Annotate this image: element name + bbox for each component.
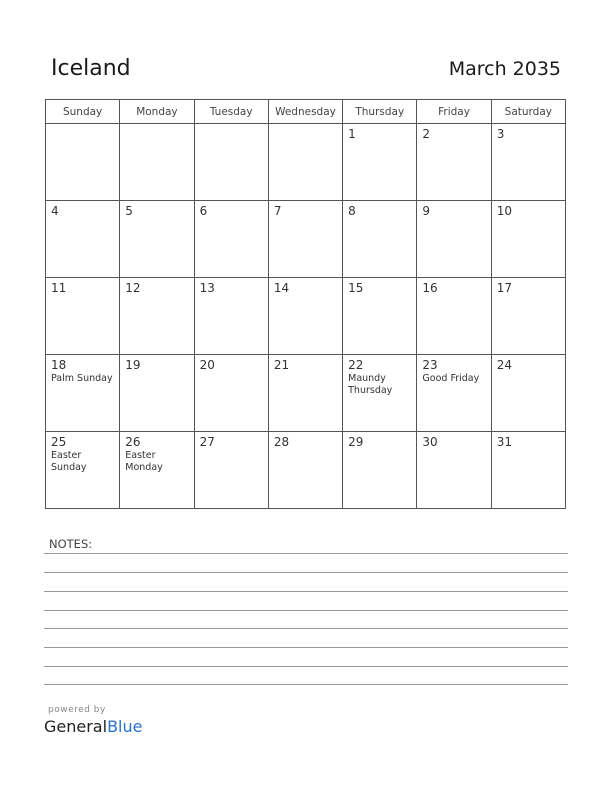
weekday-sunday: Sunday (46, 100, 120, 124)
generalblue-logo[interactable] (44, 717, 142, 736)
calendar-day-cell[interactable] (46, 124, 120, 201)
calendar-day-cell[interactable] (343, 355, 417, 432)
calendar-day-cell[interactable] (120, 201, 194, 278)
powered-by-text: powered by (48, 705, 106, 715)
country-title: Iceland (51, 56, 131, 81)
note-line[interactable] (44, 591, 568, 592)
calendar-day-cell[interactable] (194, 278, 268, 355)
calendar-week-row (46, 278, 566, 355)
day-number: 3 (496, 127, 505, 141)
calendar-day-cell[interactable] (46, 432, 120, 509)
calendar-day-cell[interactable] (343, 278, 417, 355)
day-number: 20 (199, 358, 215, 372)
day-number: 28 (273, 435, 290, 449)
weekday-monday: Monday (120, 100, 194, 124)
month-title: March 2035 (448, 58, 561, 80)
day-number: 30 (422, 435, 438, 449)
calendar-grid (45, 99, 566, 509)
day-number: 1 (348, 127, 356, 141)
calendar-day-cell[interactable] (417, 355, 491, 432)
day-number: 5 (125, 204, 133, 218)
calendar-day-cell[interactable] (491, 278, 565, 355)
note-line[interactable] (44, 666, 568, 667)
weekday-saturday: Saturday (491, 100, 565, 124)
day-number: 23 (422, 358, 438, 372)
day-number: 19 (125, 358, 141, 372)
day-number: 27 (199, 435, 215, 449)
calendar-day-cell[interactable] (46, 355, 120, 432)
calendar-day-cell[interactable] (343, 201, 417, 278)
day-number: 7 (273, 204, 282, 218)
note-line[interactable] (44, 647, 568, 648)
calendar-day-cell[interactable] (268, 278, 342, 355)
day-number: 25 (51, 435, 67, 449)
note-line[interactable] (44, 610, 568, 611)
day-number: 10 (496, 204, 512, 218)
day-number: 9 (422, 204, 431, 218)
calendar-day-cell[interactable] (194, 201, 268, 278)
day-number: 21 (273, 358, 290, 372)
calendar-day-cell[interactable] (343, 432, 417, 509)
calendar-day-cell[interactable] (46, 278, 120, 355)
day-number: 14 (273, 281, 290, 295)
calendar-day-cell[interactable] (491, 355, 565, 432)
note-line[interactable] (44, 572, 568, 573)
calendar-day-cell[interactable] (268, 124, 342, 201)
day-number: 22 (348, 358, 364, 372)
day-number: 24 (496, 358, 512, 372)
day-number: 11 (51, 281, 67, 295)
calendar-day-cell[interactable] (194, 432, 268, 509)
day-number: 26 (125, 435, 141, 449)
holiday-label: Easter Sunday (51, 450, 87, 473)
calendar-day-cell[interactable] (120, 124, 194, 201)
calendar-day-cell[interactable] (343, 124, 417, 201)
note-line[interactable] (44, 553, 568, 554)
weekday-thursday: Thursday (343, 100, 417, 124)
calendar-day-cell[interactable] (417, 278, 491, 355)
calendar-day-cell[interactable] (491, 432, 565, 509)
calendar-day-cell[interactable] (46, 201, 120, 278)
calendar-day-cell[interactable] (268, 355, 342, 432)
day-number: 17 (496, 281, 512, 295)
calendar-day-cell[interactable] (268, 432, 342, 509)
day-number: 4 (51, 204, 59, 218)
day-number: 15 (348, 281, 364, 295)
brand-blue: Blue (107, 717, 143, 736)
day-number: 13 (199, 281, 215, 295)
calendar-day-cell[interactable] (120, 432, 194, 509)
day-number: 6 (199, 204, 208, 218)
calendar-day-cell[interactable] (417, 201, 491, 278)
day-number: 2 (422, 127, 431, 141)
holiday-label: Good Friday (422, 373, 480, 384)
notes-label: NOTES: (49, 537, 93, 551)
calendar-day-cell[interactable] (120, 355, 194, 432)
calendar-day-cell[interactable] (491, 124, 565, 201)
day-number: 12 (125, 281, 141, 295)
day-number: 18 (51, 358, 67, 372)
calendar-day-cell[interactable] (417, 124, 491, 201)
note-line[interactable] (44, 628, 568, 629)
weekday-header-row (46, 100, 566, 124)
calendar-day-cell[interactable] (194, 124, 268, 201)
calendar-day-cell[interactable] (268, 201, 342, 278)
day-number: 29 (348, 435, 364, 449)
day-number: 16 (422, 281, 438, 295)
calendar-week-row (46, 432, 566, 509)
brand-general: General (44, 717, 108, 736)
holiday-label: Palm Sunday (51, 373, 113, 384)
calendar-day-cell[interactable] (120, 278, 194, 355)
calendar-week-row (46, 124, 566, 201)
day-number: 8 (348, 204, 356, 218)
weekday-tuesday: Tuesday (194, 100, 268, 124)
calendar-day-cell[interactable] (194, 355, 268, 432)
holiday-label: Easter Monday (125, 450, 163, 473)
holiday-label: Maundy Thursday (348, 373, 393, 396)
calendar-day-cell[interactable] (491, 201, 565, 278)
note-line[interactable] (44, 684, 568, 685)
day-number: 31 (496, 435, 512, 449)
calendar-day-cell[interactable] (417, 432, 491, 509)
weekday-wednesday: Wednesday (268, 100, 342, 124)
calendar-week-row (46, 201, 566, 278)
weekday-friday: Friday (417, 100, 491, 124)
calendar-week-row (46, 355, 566, 432)
